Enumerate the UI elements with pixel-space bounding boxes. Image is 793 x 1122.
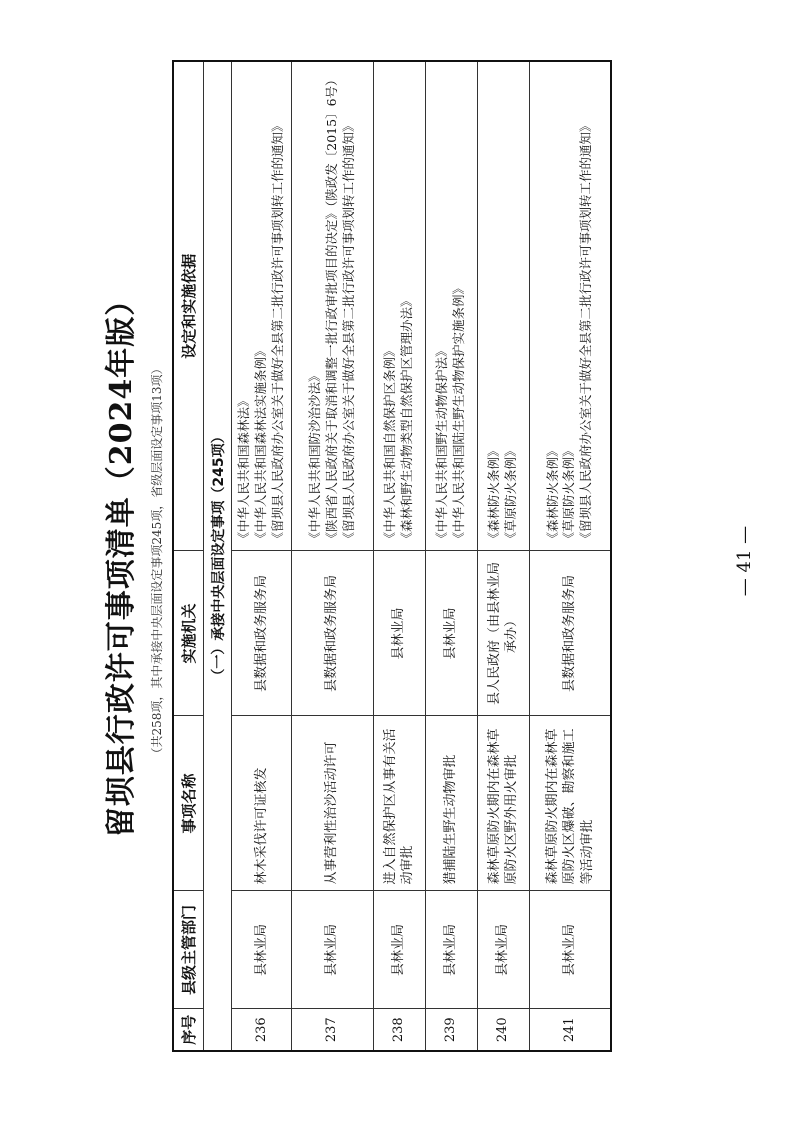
table-row	[425, 61, 477, 1051]
item-name-cell: 猎捕陆生野生动物审批	[425, 716, 477, 891]
department-cell: 县林业局	[291, 891, 373, 1009]
department-cell: 县林业局	[232, 891, 292, 1009]
document-subtitle: （共258项，其中承接中央层面设定事项245项，省级层面设定事项13项）	[150, 362, 164, 760]
agency-cell: 县数据和政务服务局	[291, 551, 373, 716]
serial-no-cell: 239	[425, 1009, 477, 1051]
basis-line: 《中华人民共和国野生动物保护法》	[434, 344, 450, 545]
basis-line: 《草原防火条例》	[561, 444, 577, 545]
basis-line: 《中华人民共和国森林法实施条例》	[252, 344, 268, 545]
agency-cell: 县数据和政务服务局	[232, 551, 292, 716]
agency-cell: 县人民政府（由县林业局承办）	[477, 551, 529, 716]
basis-line: 《中华人民共和国森林法》	[236, 394, 251, 545]
table-header-row	[173, 61, 204, 1051]
agency-cell: 县林业局	[425, 551, 477, 716]
section-heading: （一）承接中央层面设定事项（245项）	[204, 61, 232, 1051]
basis-cell	[425, 61, 477, 551]
basis-line: 《森林防火条例》	[544, 444, 560, 545]
item-name-cell: 森林草原防火期内在森林草原防火区野外用火审批	[477, 716, 529, 891]
header-basis: 设定和实施依据	[173, 61, 204, 551]
basis-line: 《草原防火条例》	[503, 444, 519, 545]
basis-cell	[291, 61, 373, 551]
basis-line: 《中华人民共和国自然保护区条例》	[382, 344, 398, 545]
permit-items-table	[172, 60, 612, 1052]
item-name-cell: 从事营利性治沙活动许可	[291, 716, 373, 891]
document-title: 留坝县行政许可事项清单（2024年版）	[104, 284, 139, 838]
basis-line: 《森林和野生动物类型自然保护区管理办法》	[399, 294, 415, 545]
basis-line: 《森林防火条例》	[486, 444, 502, 545]
basis-line: 《留坝县人民政府办公室关于做好全县第二批行政许可事项划转工作的通知》	[269, 119, 285, 545]
basis-line: 《中华人民共和国陆生野生动物保护实施条例》	[451, 281, 467, 545]
department-cell: 县林业局	[373, 891, 425, 1009]
agency-cell: 县林业局	[373, 551, 425, 716]
header-agency: 实施机关	[173, 551, 204, 716]
serial-no-cell: 236	[232, 1009, 292, 1051]
serial-no-cell: 240	[477, 1009, 529, 1051]
table-row	[232, 61, 292, 1051]
department-cell: 县林业局	[529, 891, 611, 1009]
serial-no-cell: 241	[529, 1009, 611, 1051]
basis-line: 《留坝县人民政府办公室关于做好全县第二批行政许可事项划转工作的通知》	[340, 119, 356, 545]
basis-line: 《陕西省人民政府关于取消和调整一批行政审批项目的决定》（陕政发〔2015〕6号）	[323, 73, 339, 545]
basis-line: 《留坝县人民政府办公室关于做好全县第二批行政许可事项划转工作的通知》	[578, 119, 594, 545]
table-row	[477, 61, 529, 1051]
item-name-cell: 森林草原防火期内在森林草原防火区爆破、勘察和施工等活动审批	[529, 716, 611, 891]
basis-cell	[529, 61, 611, 551]
serial-no-cell: 238	[373, 1009, 425, 1051]
basis-cell	[373, 61, 425, 551]
item-name-cell: 林木采伐许可证核发	[232, 716, 292, 891]
header-item-name: 事项名称	[173, 716, 204, 891]
table-row	[291, 61, 373, 1051]
agency-cell: 县数据和政务服务局	[529, 551, 611, 716]
header-serial-no: 序号	[173, 1009, 204, 1051]
basis-cell	[477, 61, 529, 551]
department-cell: 县林业局	[425, 891, 477, 1009]
table-row	[373, 61, 425, 1051]
basis-line: 《中华人民共和国防沙治沙法》	[306, 369, 322, 545]
header-department: 县级主管部门	[173, 891, 204, 1009]
item-name-cell: 进入自然保护区从事有关活动审批	[373, 716, 425, 891]
department-cell: 县林业局	[477, 891, 529, 1009]
serial-no-cell: 237	[291, 1009, 373, 1051]
basis-cell	[232, 61, 292, 551]
table-row	[529, 61, 611, 1051]
page-number: — 41 —	[734, 525, 755, 597]
